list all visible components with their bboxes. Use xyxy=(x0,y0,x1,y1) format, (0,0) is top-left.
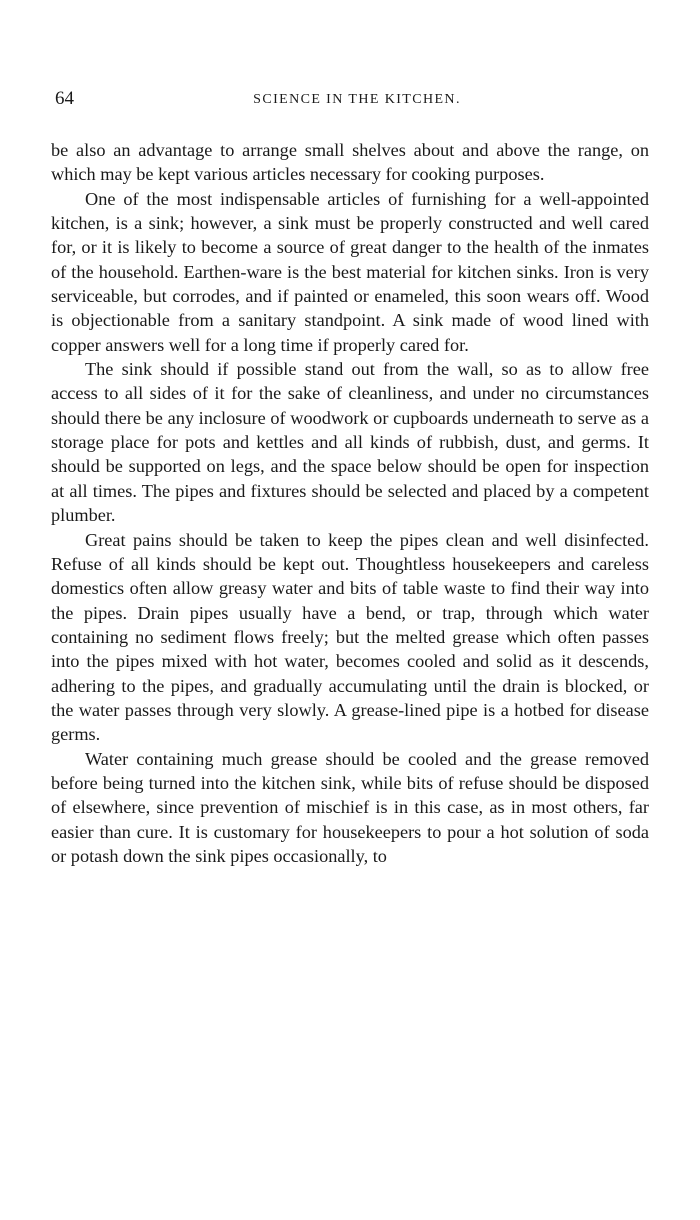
page-number: 64 xyxy=(55,88,74,109)
running-title: SCIENCE IN THE KITCHEN. xyxy=(253,92,461,107)
paragraph-4: Great pains should be taken to keep the pipes clean and well disinfected. Refuse of all kinds should be kept out. Thoughtless housekeepers and careless domestics often allow greasy water and bits of table waste to find their way into the pipes. Drain pipes usually have a bend, or trap, through which water containing no sediment flows freely; but the melted grease which often passes into the pipes mixed with hot water, becomes cooled and solid as it descends, adhering to the pipes, and gradually accumulating until the drain is blocked, or the water passes through very slowly. A grease-lined pipe is a hotbed for disease germs. xyxy=(51,529,649,745)
paragraph-5: Water containing much grease should be cooled and the grease removed before being turned into the kitchen sink, while bits of refuse should be disposed of elsewhere, since prevention of mischief is in this case, as in most others, far easier than cure. It is customary for housekeepers to pour a hot solution of soda or potash down the sink pipes occasionally, to xyxy=(51,748,649,866)
paragraph-1: be also an advantage to arrange small shelves about and above the range, on which may be kept various articles necessary for cooking purposes. xyxy=(51,140,649,185)
body-text xyxy=(51,138,649,868)
paragraph-3: The sink should if possible stand out from the wall, so as to allow free access to all sides of it for the sake of cleanliness, and under no circumstances should there be any inclosure of woodwork or cupboards underneath to serve as a storage place for pots and kettles and all kinds of rubbish, dust, and germs. It should be supported on legs, and the space below should be open for inspection at all times. The pipes and fixtures should be selected and placed by a competent plumber. xyxy=(51,359,649,526)
paragraph-2: One of the most indispensable articles of furnishing for a well-appointed kitchen, is a sink; however, a sink must be properly constructed and well cared for, or it is likely to become a source of great danger to the health of the inmates of the household. Earthen-ware is the best material for kitchen sinks. Iron is very serviceable, but corrodes, and if painted or enameled, this soon wears off. Wood is objectionable from a sanitary standpoint. A sink made of wood lined with copper answers well for a long time if properly cared for. xyxy=(51,188,649,355)
